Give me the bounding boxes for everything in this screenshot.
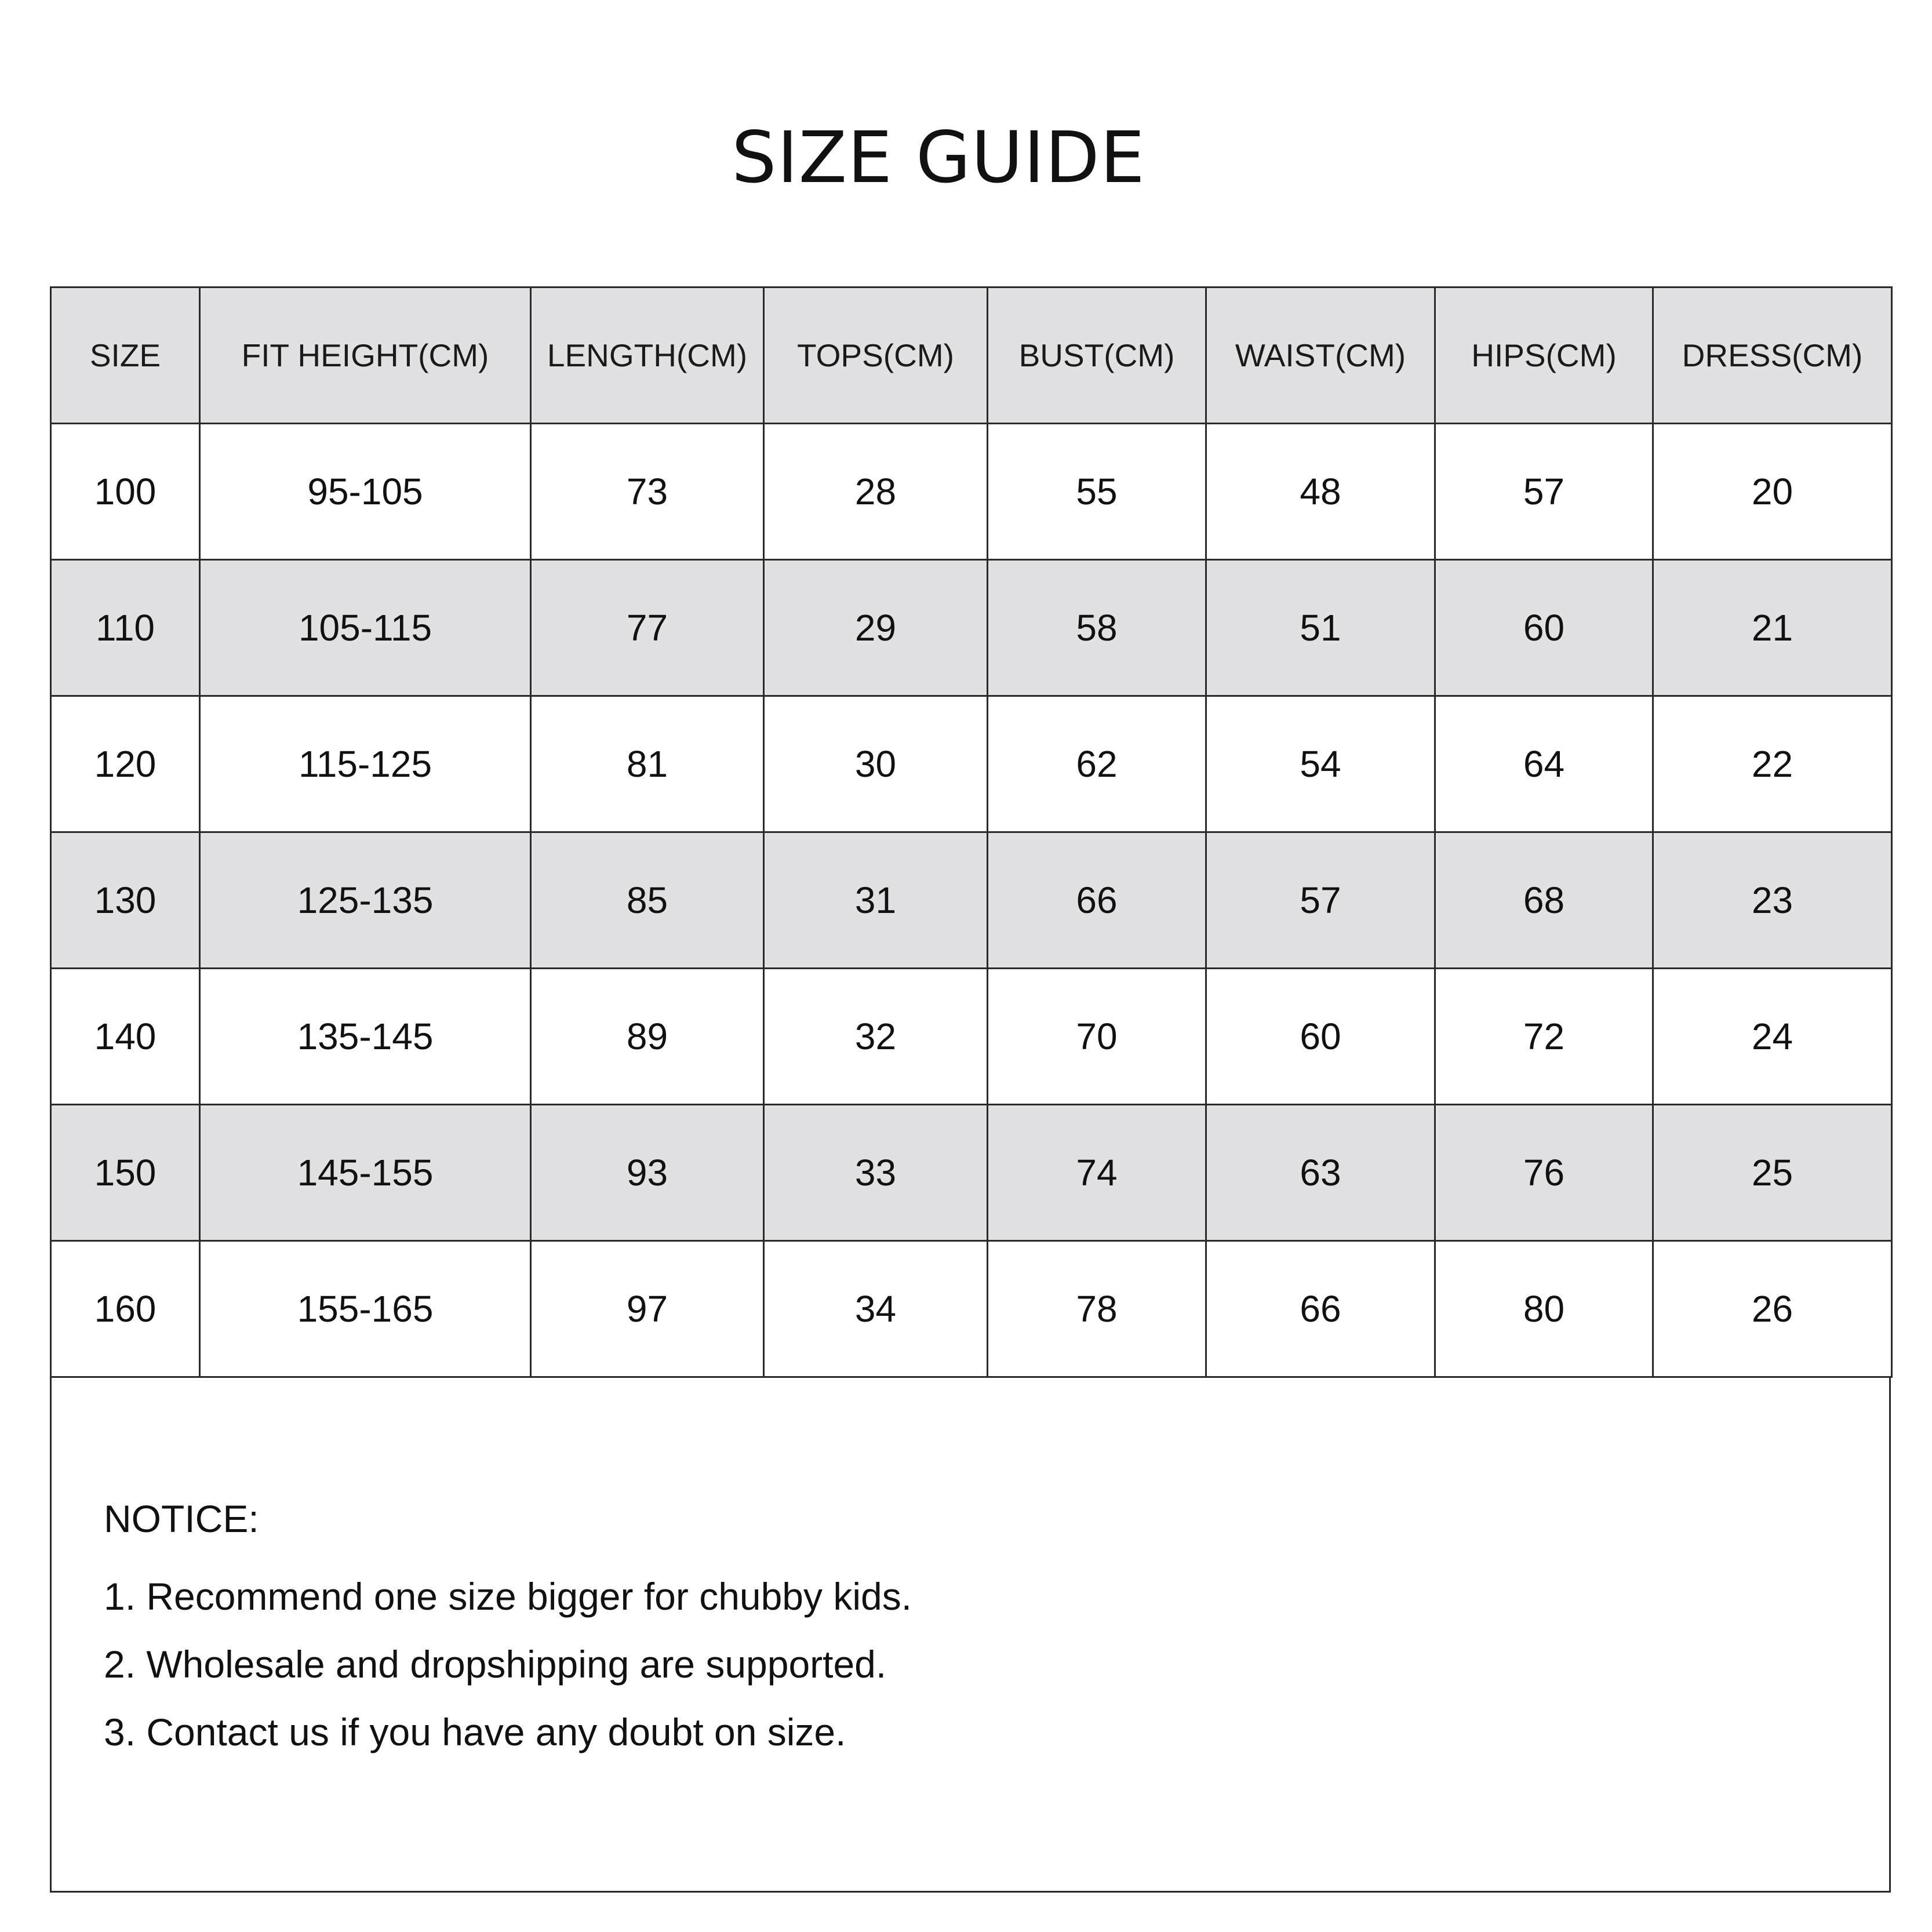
cell-hips: 64 — [1435, 696, 1653, 832]
table-row — [51, 832, 1892, 969]
cell-fit-height: 115-125 — [200, 696, 531, 832]
cell-dress: 25 — [1653, 1105, 1892, 1241]
table-row — [51, 1105, 1892, 1241]
cell-size: 130 — [51, 832, 200, 969]
cell-hips: 80 — [1435, 1241, 1653, 1377]
size-table — [50, 286, 1893, 1378]
cell-tops: 28 — [764, 424, 988, 560]
table-header-row — [51, 288, 1892, 424]
cell-waist: 57 — [1206, 832, 1435, 969]
table-row — [51, 424, 1892, 560]
column-header-tops: TOPS(CM) — [764, 288, 988, 424]
cell-bust: 66 — [988, 832, 1206, 969]
cell-waist: 63 — [1206, 1105, 1435, 1241]
cell-hips: 68 — [1435, 832, 1653, 969]
cell-fit-height: 95-105 — [200, 424, 531, 560]
cell-bust: 78 — [988, 1241, 1206, 1377]
cell-bust: 55 — [988, 424, 1206, 560]
cell-length: 77 — [531, 560, 764, 696]
column-header-size: SIZE — [51, 288, 200, 424]
size-chart-sheet — [50, 286, 1891, 1893]
cell-hips: 57 — [1435, 424, 1653, 560]
cell-dress: 26 — [1653, 1241, 1892, 1377]
notice-item: 1. Recommend one size bigger for chubby kids. — [104, 1575, 912, 1618]
cell-bust: 58 — [988, 560, 1206, 696]
cell-hips: 60 — [1435, 560, 1653, 696]
cell-bust: 74 — [988, 1105, 1206, 1241]
cell-length: 85 — [531, 832, 764, 969]
cell-length: 81 — [531, 696, 764, 832]
cell-dress: 21 — [1653, 560, 1892, 696]
cell-dress: 23 — [1653, 832, 1892, 969]
notice-item: 3. Contact us if you have any doubt on size. — [104, 1711, 846, 1753]
table-row — [51, 969, 1892, 1105]
cell-size: 160 — [51, 1241, 200, 1377]
cell-fit-height: 145-155 — [200, 1105, 531, 1241]
cell-size: 100 — [51, 424, 200, 560]
cell-size: 110 — [51, 560, 200, 696]
cell-length: 89 — [531, 969, 764, 1105]
column-header-dress: DRESS(CM) — [1653, 288, 1892, 424]
cell-dress: 22 — [1653, 696, 1892, 832]
cell-waist: 51 — [1206, 560, 1435, 696]
cell-hips: 76 — [1435, 1105, 1653, 1241]
cell-fit-height: 105-115 — [200, 560, 531, 696]
cell-waist: 54 — [1206, 696, 1435, 832]
cell-tops: 29 — [764, 560, 988, 696]
cell-bust: 70 — [988, 969, 1206, 1105]
notice-section — [104, 1495, 912, 1776]
column-header-length: LENGTH(CM) — [531, 288, 764, 424]
cell-dress: 20 — [1653, 424, 1892, 560]
cell-size: 140 — [51, 969, 200, 1105]
cell-fit-height: 155-165 — [200, 1241, 531, 1377]
cell-size: 150 — [51, 1105, 200, 1241]
cell-tops: 30 — [764, 696, 988, 832]
cell-length: 97 — [531, 1241, 764, 1377]
column-header-waist: WAIST(CM) — [1206, 288, 1435, 424]
table-row — [51, 560, 1892, 696]
cell-length: 93 — [531, 1105, 764, 1241]
cell-bust: 62 — [988, 696, 1206, 832]
cell-hips: 72 — [1435, 969, 1653, 1105]
cell-tops: 32 — [764, 969, 988, 1105]
cell-fit-height: 135-145 — [200, 969, 531, 1105]
cell-fit-height: 125-135 — [200, 832, 531, 969]
column-header-fit-height: FIT HEIGHT(CM) — [200, 288, 531, 424]
cell-waist: 60 — [1206, 969, 1435, 1105]
notice-item: 2. Wholesale and dropshipping are supported. — [104, 1643, 887, 1686]
cell-size: 120 — [51, 696, 200, 832]
cell-waist: 48 — [1206, 424, 1435, 560]
page-title: SIZE GUIDE — [732, 117, 1145, 199]
cell-dress: 24 — [1653, 969, 1892, 1105]
cell-length: 73 — [531, 424, 764, 560]
cell-tops: 31 — [764, 832, 988, 969]
notice-heading: NOTICE: — [104, 1497, 259, 1540]
column-header-bust: BUST(CM) — [988, 288, 1206, 424]
cell-tops: 34 — [764, 1241, 988, 1377]
table-row — [51, 1241, 1892, 1377]
table-row — [51, 696, 1892, 832]
cell-tops: 33 — [764, 1105, 988, 1241]
cell-waist: 66 — [1206, 1241, 1435, 1377]
column-header-hips: HIPS(CM) — [1435, 288, 1653, 424]
